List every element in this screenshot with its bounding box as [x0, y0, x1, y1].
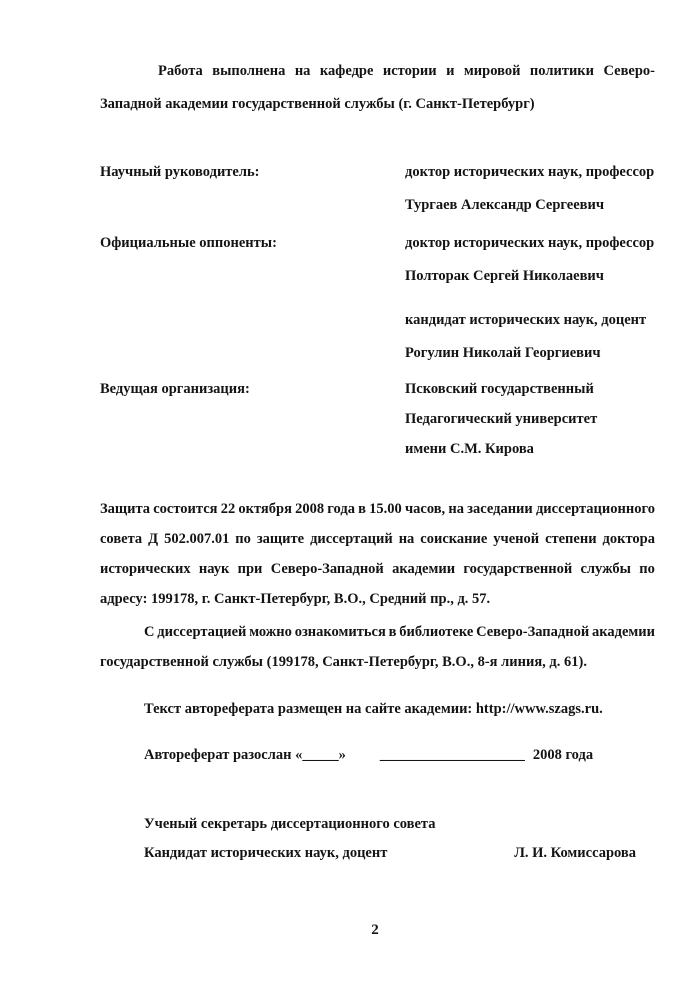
leading-organization-value [405, 374, 663, 464]
secretary-signature-line [144, 839, 636, 868]
secretary-name: Л. И. Комиссарова [514, 845, 636, 861]
supervisor-label: Научный руководитель: [100, 164, 260, 180]
defense-line: совета Д 502.007.01 по защите диссертаций на соискание ученой степени доктора [100, 531, 655, 547]
dispatch-month-blank: ____________________ [379, 747, 525, 763]
organization-line: Педагогический университет [405, 411, 598, 427]
organization-line: Псковский государственный [405, 381, 594, 397]
secretary-block [144, 810, 636, 868]
library-line: С диссертацией можно ознакомиться в библиотеке Северо-Западной академии [144, 624, 655, 640]
opponent-name-line: Полторак Сергей Николаевич [405, 268, 604, 284]
defense-line: Защита состоится 22 октября 2008 года в 15.00 часов, на заседании диссертационного [100, 501, 655, 517]
opponents-label: Официальные оппоненты: [100, 235, 277, 251]
opponent-degree-line: доктор исторических наук, профессор [405, 235, 655, 251]
website-line: Текст автореферата размещен на сайте академии: http://www.szags.ru. [144, 701, 603, 717]
opponent-second [405, 304, 663, 370]
supervisor-value [405, 156, 663, 222]
defense-paragraph [100, 494, 655, 614]
organization-line: имени С.М. Кирова [405, 441, 534, 457]
dispatch-label: Автореферат разослан [144, 747, 296, 763]
secretary-position: Кандидат исторических наук, доцент [144, 845, 388, 861]
dispatch-year: 2008 года [532, 747, 594, 763]
supervisor-degree-line: доктор исторических наук, профессор [405, 164, 655, 180]
library-paragraph [100, 617, 655, 677]
defense-line: исторических наук при Северо-Западной академии государственной службы по [100, 561, 655, 577]
dispatch-line [144, 743, 593, 767]
opponent-name-line: Рогулин Николай Георгиевич [405, 345, 601, 361]
secretary-title-line: Ученый секретарь диссертационного совета [144, 816, 436, 832]
affiliation-line: Западной академии государственной службы (г. Санкт-Петербург) [100, 96, 535, 112]
opponent-first [405, 227, 663, 293]
library-line: государственной службы (199178, Санкт-Петербург, В.О., 8-я линия, д. 61). [100, 654, 587, 670]
affiliation-line: Работа выполнена на кафедре истории и мировой политики Северо- [158, 63, 655, 79]
supervisor-name-line: Тургаев Александр Сергеевич [405, 197, 605, 213]
opponent-degree-line: кандидат исторических наук, доцент [405, 312, 647, 328]
dispatch-day-blank: «_____» [295, 747, 346, 763]
page-number: 2 [371, 922, 379, 938]
affiliation-paragraph [100, 55, 655, 121]
defense-line: адресу: 199178, г. Санкт-Петербург, В.О., Средний пр., д. 57. [100, 591, 491, 607]
leading-organization-label: Ведущая организация: [100, 381, 250, 397]
